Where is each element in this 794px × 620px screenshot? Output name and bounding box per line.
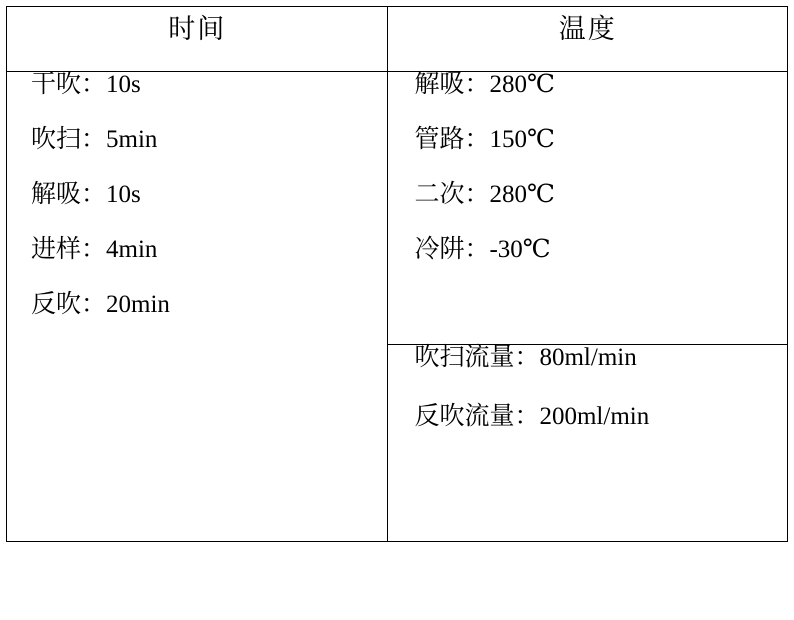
list-item: 吹扫流量：80ml/min (414, 344, 637, 371)
parameter-table (6, 6, 788, 542)
table-row (7, 72, 788, 345)
list-item: 冷阱：-30℃ (414, 236, 551, 263)
list-item: 反吹：20min (31, 291, 170, 318)
temperature-values-cell (388, 72, 788, 345)
column-header-time: 时间 (7, 7, 388, 72)
time-values-cell (7, 72, 388, 542)
column-header-temperature: 温度 (388, 7, 788, 72)
list-item: 反吹流量：200ml/min (414, 403, 650, 430)
list-item: 干吹：10s (31, 71, 141, 98)
list-item: 进样：4min (31, 236, 158, 263)
list-item: 解吸：10s (31, 181, 141, 208)
flow-values-cell (388, 345, 788, 542)
list-item: 解吸：280℃ (414, 71, 555, 98)
list-item: 吹扫：5min (31, 126, 158, 153)
table-header-row (7, 7, 788, 72)
list-item: 二次：280℃ (414, 181, 555, 208)
list-item: 管路：150℃ (414, 126, 555, 153)
